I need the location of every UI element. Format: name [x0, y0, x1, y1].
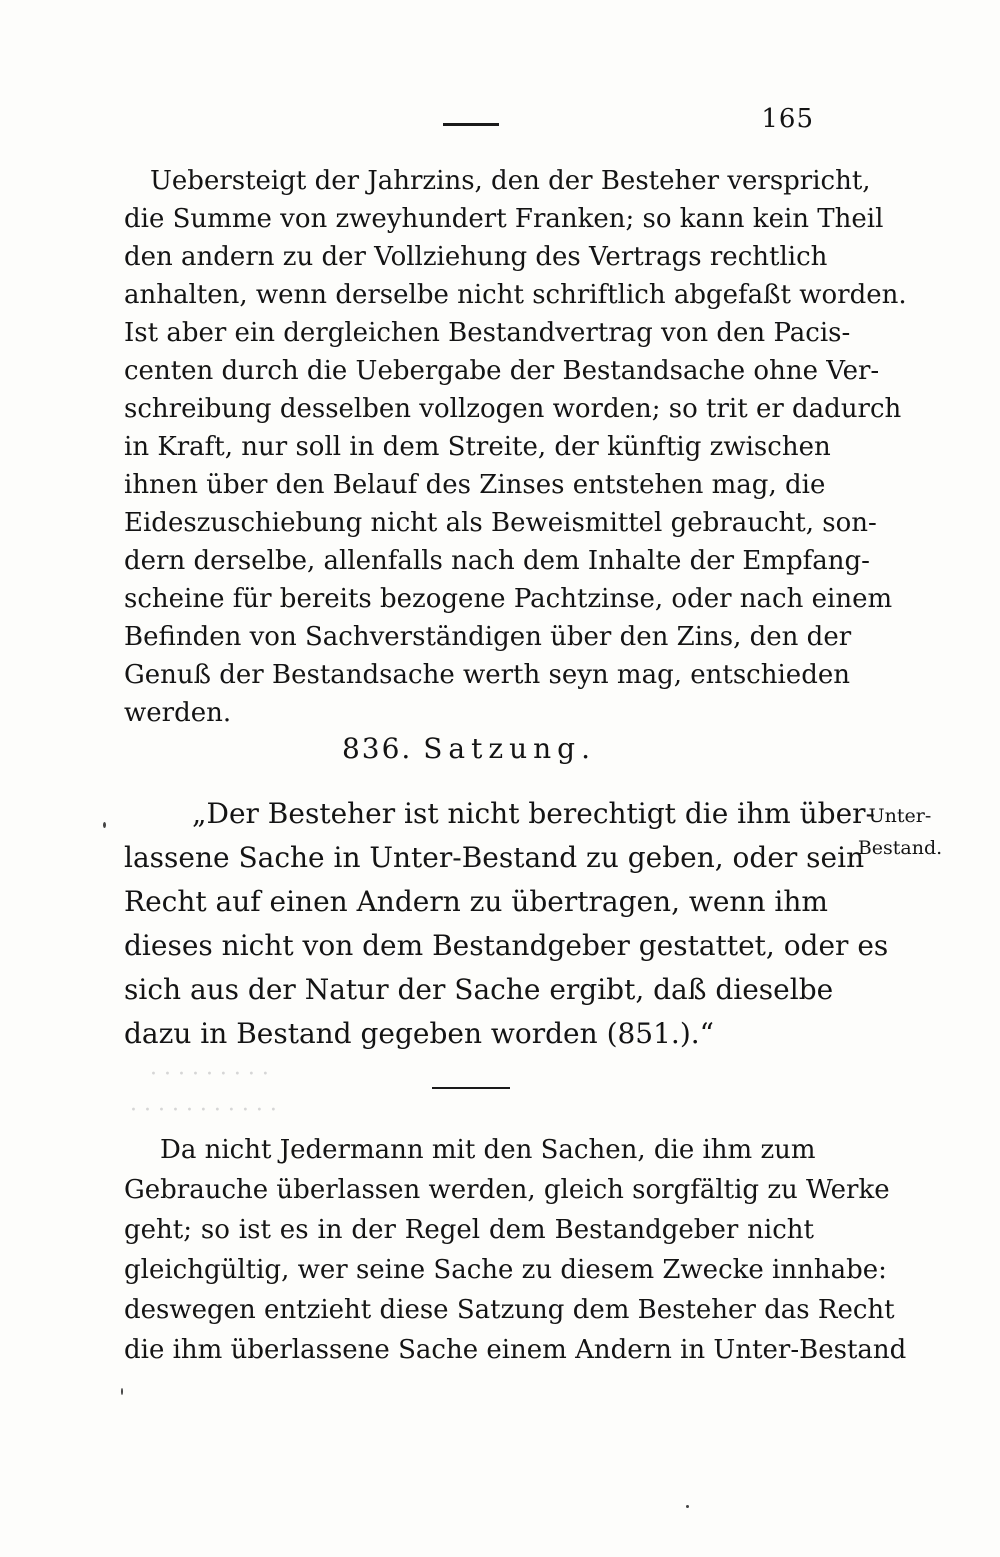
- text-line: gleichgültig, wer seine Sache zu diesem Zwecke innhabe:: [124, 1255, 887, 1285]
- text-line: anhalten, wenn derselbe nicht schriftlich abgefaßt worden.: [124, 280, 907, 310]
- text-line: die ihm überlassene Sache einem Andern in Unter-Bestand: [124, 1335, 907, 1365]
- scan-speck: [121, 1388, 123, 1395]
- text-line: schreibung desselben vollzogen worden; so trit er dadurch: [124, 394, 902, 424]
- bleed-through: · · · · · · · · ·: [150, 1062, 269, 1087]
- text-line: Genuß der Bestandsache werth seyn mag, entschieden: [124, 660, 850, 690]
- text-line: Uebersteigt der Jahrzins, den der Besteher verspricht,: [150, 166, 871, 196]
- text-line: in Kraft, nur soll in dem Streite, der künftig zwischen: [124, 432, 831, 462]
- section-title: Satzung.: [423, 732, 597, 765]
- text-line: Befinden von Sachverständigen über den Zins, den der: [124, 622, 852, 652]
- text-line: Eideszuschiebung nicht als Beweismittel gebraucht, son-: [124, 508, 877, 538]
- margin-note-line: Bestand.: [857, 837, 943, 859]
- text-line: deswegen entzieht diese Satzung dem Besteher das Recht: [124, 1295, 895, 1325]
- header-rule: [443, 123, 499, 126]
- text-line: dern derselbe, allenfalls nach dem Inhalte der Empfang-: [124, 546, 870, 576]
- text-line: werden.: [124, 698, 232, 728]
- page-number: 165: [761, 104, 814, 134]
- scan-speck: [103, 822, 106, 828]
- bleed-through: · · · · · · · · · · ·: [130, 1098, 277, 1123]
- statute-line: „Der Besteher ist nicht berechtigt die ihm über-: [192, 797, 875, 830]
- text-line: Da nicht Jedermann mit den Sachen, die ihm zum: [160, 1135, 816, 1165]
- statute-line: dazu in Bestand gegeben worden (851.).“: [124, 1017, 714, 1050]
- text-line: den andern zu der Vollziehung des Vertrags rechtlich: [124, 242, 828, 272]
- statute-line: sich aus der Natur der Sache ergibt, daß dieselbe: [124, 973, 834, 1006]
- text-line: Gebrauche überlassen werden, gleich sorgfältig zu Werke: [124, 1175, 890, 1205]
- text-line: geht; so ist es in der Regel dem Bestandgeber nicht: [124, 1215, 814, 1245]
- section-number: 836.: [341, 732, 413, 765]
- section-rule: [432, 1087, 510, 1089]
- text-line: scheine für bereits bezogene Pachtzinse, oder nach einem: [124, 584, 893, 614]
- statute-line: dieses nicht von dem Bestandgeber gestattet, oder es: [124, 929, 889, 962]
- section-heading: [124, 729, 814, 769]
- statute-line: Recht auf einen Andern zu übertragen, wenn ihm: [124, 885, 828, 918]
- text-line: ihnen über den Belauf des Zinses entstehen mag, die: [124, 470, 826, 500]
- text-line: die Summe von zweyhundert Franken; so kann kein Theil: [124, 204, 884, 234]
- text-line: Ist aber ein dergleichen Bestandvertrag von den Pacis-: [124, 318, 851, 348]
- scan-speck: [686, 1505, 689, 1508]
- statute-line: lassene Sache in Unter-Bestand zu geben, oder sein: [124, 841, 865, 874]
- margin-note-line: Unter-: [868, 805, 932, 827]
- text-line: centen durch die Uebergabe der Bestandsache ohne Ver-: [124, 356, 880, 386]
- margin-note: [852, 800, 948, 864]
